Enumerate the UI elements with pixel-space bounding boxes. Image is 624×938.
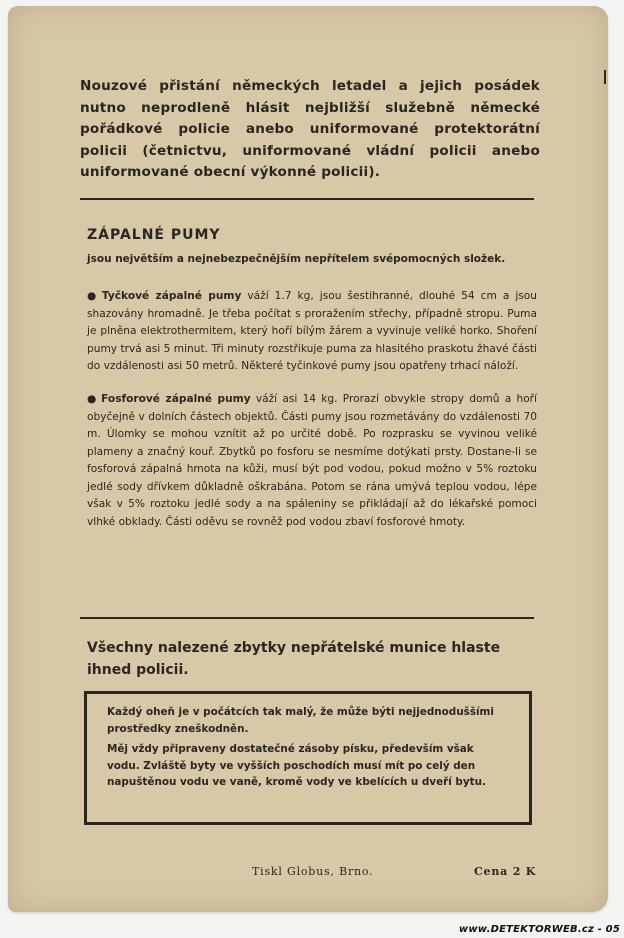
section-heading: ZÁPALNÉ PUMY bbox=[87, 227, 221, 243]
section-subheading: jsou největším a nejnebezpečnějším nepřítelem svépomocných složek. bbox=[87, 253, 506, 265]
bomb-item-text: váží asi 14 kg. Prorazí obvykle stropy domů a hoří obyčejně v dolních částech objektů. Části pumy jsou rozmetávány do vzdálenosti 70 m. Úlomky se mohou vznítit až po určité době. Po rozprasku se vyvinou veliké plameny a značný kouř. Zbytků po fosforu se nesmíme dotýkati prsty. Dostane-li se fosforová zápalná hmota na kůži, musí být pod vodou, pokud možno v 5% roztoku jedlé sody dřívkem důkladně oškrabána. Potom se rána umývá teplou vodou, lépe však v 5% roztoku jedlé sody a na spáleniny se přikládají až do lékařské pomoci vlhké obklady. Části oděvu se rovněž pod vodou zbaví fosforové hmoty. bbox=[87, 393, 537, 528]
ammunition-callout: Všechny nalezené zbytky nepřátelské munice hlaste ihned policii. bbox=[87, 640, 501, 678]
site-watermark: www.DETEKTORWEB.cz - 05 bbox=[458, 924, 620, 935]
bullet-icon: ● bbox=[87, 393, 99, 405]
printer-credit: Tiskl Globus, Brno. bbox=[252, 865, 374, 878]
fire-advice-text: Měj vždy připraveny dostatečné zásoby písku, především však vodu. Zvláště byty ve vyšších poschodích musí mít po celý den napuštěnou vodu ve vaně, kromě vody ve kbelících u dveří bytu. bbox=[107, 743, 486, 788]
edge-mark bbox=[604, 70, 606, 84]
warning-notice: Nouzové přistání německých letadel a jejich posádek nutno neprodleně hlásit nejbližší služebně německé pořádkové policie anebo uniformované protektorátní policii (četnictvu, uniformované vládní policii anebo uniformované obecní výkonné policii). bbox=[80, 78, 540, 180]
bomb-item-rod bbox=[87, 288, 537, 376]
divider-middle bbox=[80, 617, 534, 619]
divider-top bbox=[80, 198, 534, 200]
leaflet-page bbox=[8, 6, 608, 912]
bomb-item-phosphorus bbox=[87, 391, 537, 531]
price-label: Cena 2 K bbox=[474, 865, 537, 878]
bomb-item-title: Tyčkové zápalné pumy bbox=[101, 290, 242, 302]
bomb-item-title: Fosforové zápalné pumy bbox=[101, 393, 251, 405]
fire-advice-text: Každý oheň je v počátcích tak malý, že může býti nejjednoduššími prostředky zneškodněn. bbox=[107, 706, 494, 735]
fire-advice-box bbox=[84, 691, 532, 825]
bullet-icon: ● bbox=[87, 290, 99, 302]
bomb-item-text: váží 1.7 kg, jsou šestihranné, dlouhé 54 cm a jsou shazovány hromadně. Je třeba počítat s proražením střechy, případně stropu. Puma je plněna elektrothermitem, který hoří bílým žárem a vyvinuje veliké horko. Shoření pumy trvá asi 5 minut. Tři minuty rozstřikuje puma za hlasitého praskotu žhavé části do vzdálenosti asi 50 metrů. Některé tyčinkové pumy jsou opatřeny trhací náloží. bbox=[87, 290, 537, 372]
